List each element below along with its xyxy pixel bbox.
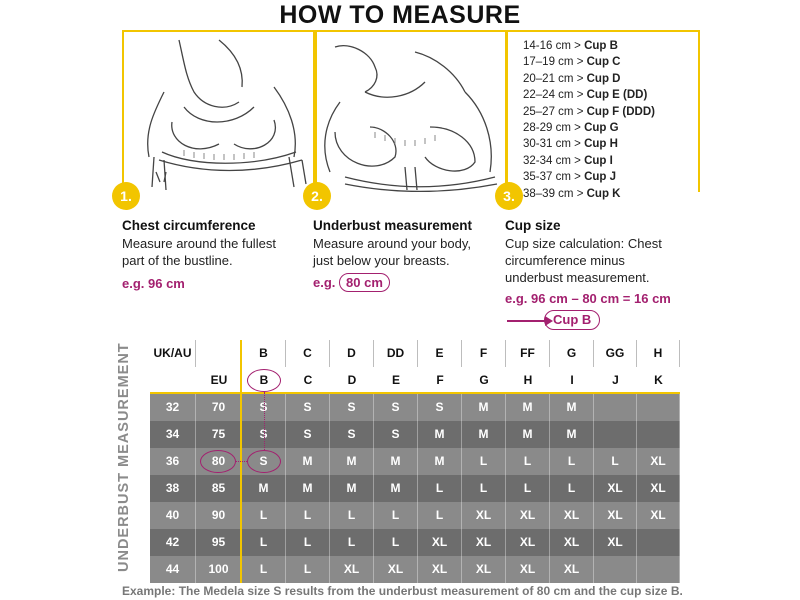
size-cell: L — [418, 475, 462, 502]
size-cell: L — [506, 448, 550, 475]
size-cell: S — [286, 421, 330, 448]
eu-size-label: EU — [196, 367, 242, 394]
size-cell: S — [242, 394, 286, 421]
step-2-heading: Underbust measurement — [313, 218, 473, 233]
step-1-example: e.g. 96 cm — [122, 276, 185, 291]
size-cell: M — [330, 475, 374, 502]
step-2-caption — [313, 217, 513, 269]
uk-band-size: 38 — [150, 475, 196, 502]
size-cell: XL — [637, 475, 680, 502]
eu-cup-header: I — [550, 367, 594, 394]
step-3-heading: Cup size — [505, 218, 561, 233]
uk-band-size: 44 — [150, 556, 196, 583]
size-cell — [637, 529, 680, 556]
size-cell: XL — [550, 529, 594, 556]
size-cell — [594, 394, 637, 421]
size-cell: M — [550, 421, 594, 448]
size-cell: XL — [330, 556, 374, 583]
size-cell: L — [286, 502, 330, 529]
eu-band-size: 75 — [196, 421, 242, 448]
size-cell: L — [330, 502, 374, 529]
uk-cup-header: DD — [374, 340, 418, 367]
step-3-text: Cup size calculation: Chest circumference minus underbust measurement. — [505, 236, 662, 285]
uk-cup-header: GG — [594, 340, 637, 367]
size-cell: L — [462, 448, 506, 475]
size-cell: L — [506, 475, 550, 502]
size-cell: XL — [462, 502, 506, 529]
band-connector — [236, 461, 247, 462]
step-2-panel — [311, 30, 508, 204]
cup-list-item: 38–39 cm > Cup K — [523, 187, 621, 200]
step-1-badge: 1. — [112, 182, 140, 210]
size-cell: M — [286, 448, 330, 475]
size-cell: M — [418, 448, 462, 475]
step-2-illustration — [313, 30, 508, 192]
uk-cup-header: H — [637, 340, 680, 367]
step-1-illustration — [122, 30, 317, 192]
eu-cup-header: G — [462, 367, 506, 394]
size-cell: XL — [462, 556, 506, 583]
eu-cup-header: B — [242, 367, 286, 394]
size-cell: M — [462, 421, 506, 448]
size-cell: XL — [550, 502, 594, 529]
uk-cup-header: E — [418, 340, 462, 367]
size-cell: XL — [418, 529, 462, 556]
size-cell: S — [242, 448, 286, 475]
size-cell: L — [594, 448, 637, 475]
size-cell: L — [286, 529, 330, 556]
cup-list-item: 17–19 cm > Cup C — [523, 56, 621, 69]
uk-band-size: 32 — [150, 394, 196, 421]
uk-size-label: UK/AU — [150, 340, 196, 367]
cup-connector — [264, 392, 265, 450]
uk-band-size: 34 — [150, 421, 196, 448]
step-2-badge: 2. — [303, 182, 331, 210]
size-cell: L — [242, 556, 286, 583]
uk-band-size: 36 — [150, 448, 196, 475]
cup-list-item: 25–27 cm > Cup F (DDD) — [523, 105, 655, 118]
size-cell: L — [374, 502, 418, 529]
eu-band-size: 80 — [196, 448, 242, 475]
step-3-badge: 3. — [495, 182, 523, 210]
size-cell: XL — [594, 475, 637, 502]
size-cell: XL — [506, 556, 550, 583]
size-cell — [637, 421, 680, 448]
underbust-measure-drawing — [315, 32, 510, 192]
eu-band-size: 95 — [196, 529, 242, 556]
arrow-right-icon — [507, 320, 547, 322]
eu-cup-header: H — [506, 367, 550, 394]
result-size-highlight — [247, 450, 281, 473]
size-cell: S — [374, 421, 418, 448]
size-cell: S — [374, 394, 418, 421]
footnote: Example: The Medela size S results from the underbust measurement of 80 cm and the cup size B. — [122, 584, 683, 598]
eu-band-size: 90 — [196, 502, 242, 529]
size-cell: XL — [637, 448, 680, 475]
cup-list-item: 30-31 cm > Cup H — [523, 138, 618, 151]
size-cell: M — [330, 448, 374, 475]
uk-band-size: 42 — [150, 529, 196, 556]
size-cell: M — [550, 394, 594, 421]
step-2-example: e.g. 80 cm — [313, 273, 390, 292]
step-3-example: e.g. 96 cm – 80 cm = 16 cm — [505, 291, 671, 306]
size-cell — [637, 394, 680, 421]
uk-cup-header: FF — [506, 340, 550, 367]
step-2-text: Measure around your body, just below your breasts. — [313, 236, 472, 268]
page-title: HOW TO MEASURE — [279, 1, 521, 29]
size-cell: L — [462, 475, 506, 502]
size-cell: M — [418, 421, 462, 448]
size-cell: M — [462, 394, 506, 421]
size-cell: XL — [462, 529, 506, 556]
step-3-panel — [503, 30, 700, 204]
step-1-heading: Chest circumference — [122, 218, 256, 233]
size-cell: L — [286, 556, 330, 583]
eu-band-size: 70 — [196, 394, 242, 421]
eu-cup-header: F — [418, 367, 462, 394]
uk-cup-header: F — [462, 340, 506, 367]
size-cell: XL — [506, 529, 550, 556]
size-cell: M — [374, 448, 418, 475]
size-cell: M — [242, 475, 286, 502]
step-3-caption — [505, 217, 705, 286]
eu-band-size: 85 — [196, 475, 242, 502]
size-cell: L — [330, 529, 374, 556]
uk-cup-header: C — [286, 340, 330, 367]
cup-list-item: 28-29 cm > Cup G — [523, 122, 619, 135]
size-cell: L — [550, 475, 594, 502]
eu-80-highlight — [200, 450, 236, 473]
size-cell: L — [242, 529, 286, 556]
eu-cup-header: J — [594, 367, 637, 394]
size-cell: L — [550, 448, 594, 475]
size-cell — [594, 421, 637, 448]
size-cell: XL — [594, 502, 637, 529]
size-cell: L — [418, 502, 462, 529]
size-cell: L — [242, 502, 286, 529]
size-cell: L — [374, 529, 418, 556]
size-cell: S — [330, 421, 374, 448]
underbust-value-highlight: 80 cm — [339, 273, 390, 292]
cup-size-list — [523, 38, 655, 202]
size-cell — [637, 556, 680, 583]
size-cell — [594, 556, 637, 583]
step-1-text: Measure around the fullest part of the bustline. — [122, 236, 276, 268]
cup-size-list-frame — [505, 30, 700, 200]
uk-cup-header: B — [242, 340, 286, 367]
size-cell: S — [418, 394, 462, 421]
uk-band-size: 40 — [150, 502, 196, 529]
size-cell: M — [506, 421, 550, 448]
size-cell: S — [286, 394, 330, 421]
size-cell: S — [242, 421, 286, 448]
cup-result-highlight: Cup B — [544, 310, 600, 330]
cup-list-item: 14-16 cm > Cup B — [523, 40, 618, 52]
cup-list-item: 20–21 cm > Cup D — [523, 72, 621, 85]
size-cell: XL — [637, 502, 680, 529]
uk-cup-header: G — [550, 340, 594, 367]
eu-cup-header: C — [286, 367, 330, 394]
eu-band-size: 100 — [196, 556, 242, 583]
size-cell: XL — [374, 556, 418, 583]
size-cell: M — [506, 394, 550, 421]
cup-list-item: 32-34 cm > Cup I — [523, 154, 613, 167]
size-cell: M — [374, 475, 418, 502]
uk-cup-header: D — [330, 340, 374, 367]
chest-measure-drawing — [124, 32, 319, 192]
cup-list-item: 22–24 cm > Cup E (DD) — [523, 89, 648, 102]
size-cell: XL — [594, 529, 637, 556]
size-cell: M — [286, 475, 330, 502]
step-1-panel — [120, 30, 317, 204]
size-cell: XL — [506, 502, 550, 529]
size-cell: XL — [418, 556, 462, 583]
eu-cup-header: D — [330, 367, 374, 394]
eu-cup-header: K — [637, 367, 680, 394]
size-cell: XL — [550, 556, 594, 583]
eu-cup-header: E — [374, 367, 418, 394]
size-cell: S — [330, 394, 374, 421]
underbust-axis-label: UNDERBUST MEASUREMENT — [116, 342, 132, 572]
cup-list-item: 35-37 cm > Cup J — [523, 171, 617, 184]
eu-b-header-highlight — [247, 369, 281, 392]
step-1-caption — [122, 217, 322, 269]
